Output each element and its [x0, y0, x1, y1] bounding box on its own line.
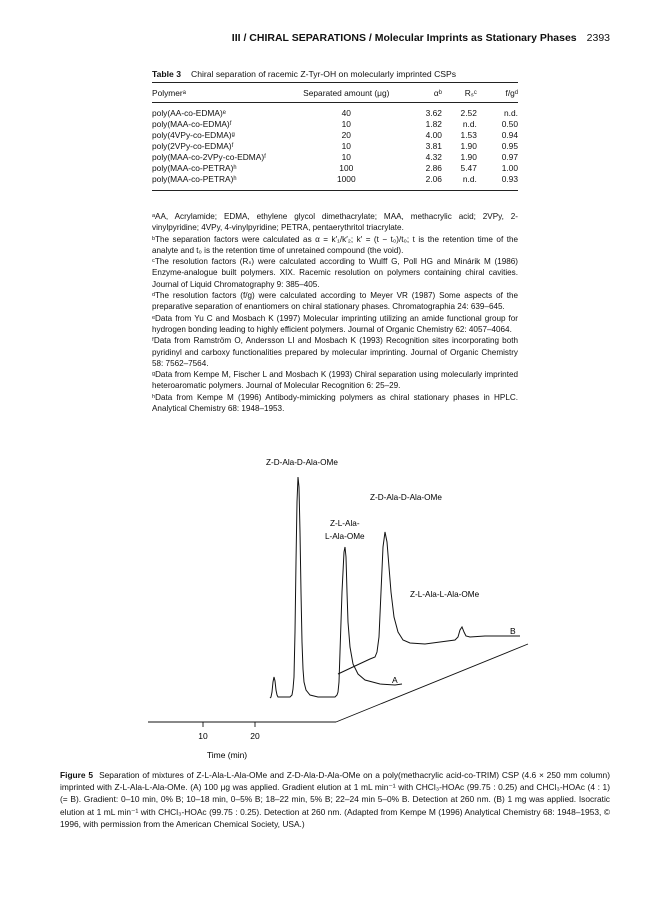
table-row	[152, 141, 518, 152]
table-cell: 1.53	[460, 130, 477, 140]
footnote: ʰData from Kempe M (1996) Antibody-mimicking polymers as chiral stationary phases in HPLC. Analytical Chemistry 68: 1948–1953.	[152, 392, 518, 414]
table-3	[152, 82, 518, 191]
table-title: Chiral separation of racemic Z-Tyr-OH on molecularly imprinted CSPs	[190, 69, 457, 79]
table-cell: poly(MAA-co-2VPy-co-EDMA)ᶠ	[152, 152, 267, 162]
table-cell: poly(MAA-co-PETRA)ʰ	[152, 174, 296, 191]
footnote: ᵃAA, Acrylamide; EDMA, ethylene glycol dimethacrylate; MAA, methacrylic acid; 2VPy, 2-vinylpyridine; 4VPy, 4-vinylpyridine; PETRA, pentaerythritol triacrylate.	[152, 212, 518, 233]
table-row	[152, 103, 518, 120]
table-header-cell: f/gᵈ	[477, 83, 518, 103]
running-head	[60, 32, 610, 44]
footnote: ᶠData from Ramström O, Andersson LI and Mosbach K (1993) Recognition sites incorporating both pyridinyl and carboxy functionalities prepared by molecular imprinting. Journal of Organic Chemistry 58: 7562–7564.	[152, 336, 518, 368]
table-cell: 40	[341, 108, 351, 118]
x-tick-label: 20	[250, 731, 260, 741]
table-caption	[152, 69, 456, 79]
table-cell: poly(MAA-co-PETRA)ʰ	[152, 163, 237, 173]
table-cell: 0.95	[501, 141, 518, 151]
table-cell: 3.81	[425, 141, 442, 151]
table-cell: 2.52	[460, 108, 477, 118]
table-row	[152, 152, 518, 163]
table-cell: 100	[339, 163, 354, 173]
table-row	[152, 174, 518, 191]
table-row	[152, 163, 518, 174]
table-cell: 4.00	[425, 130, 442, 140]
table-cell: 0.97	[501, 152, 518, 162]
table-header-cell: Separated amount (μg)	[296, 83, 397, 103]
page-number: 2393	[586, 32, 610, 44]
table-header-cell: αᵇ	[397, 83, 442, 103]
trace-a	[270, 477, 402, 698]
footnote: ᵍData from Kempe M, Fischer L and Mosbach K (1993) Chiral separation using molecularly imprinted heteroaromatic polymers. Journal of Molecular Recognition 6: 25–29.	[152, 370, 518, 391]
footnote: ᵇThe separation factors were calculated as α = k′₁/k′₂; k′ = (t − t₀)/t₀; t is the retention time of the analyte and t₀ is the retention time of unretained compound (the void).	[152, 234, 518, 255]
table-cell: 0.93	[477, 174, 518, 191]
table-cell: n.d.	[462, 119, 477, 129]
table-cell: 0.94	[501, 130, 518, 140]
peak-label: Z-L-Ala-L-Ala-OMe	[410, 590, 480, 599]
x-tick-label: 10	[198, 731, 208, 741]
table-cell: 1.82	[425, 119, 442, 129]
table-label: Table 3	[152, 69, 181, 79]
table-cell: 2.86	[425, 163, 442, 173]
table-cell: 4.32	[425, 152, 442, 162]
table-cell: 10	[341, 119, 351, 129]
peak-label: Z-L-Ala-	[330, 519, 360, 528]
table-cell: 1.90	[460, 141, 477, 151]
x-axis-label: Time (min)	[206, 750, 248, 760]
table-cell: 1.90	[460, 152, 477, 162]
chromatogram	[140, 452, 530, 764]
table-row	[152, 130, 518, 141]
table-row	[152, 119, 518, 130]
table-cell: 3.62	[425, 108, 442, 118]
table-header-cell: Polymerᵃ	[152, 83, 296, 103]
table-cell: n.d.	[442, 174, 477, 191]
running-head-section: III / CHIRAL SEPARATIONS / Molecular Imprints as Stationary Phases	[231, 32, 577, 44]
table-header-row	[152, 83, 518, 103]
trace-b	[338, 532, 520, 674]
table-cell: poly(AA-co-EDMA)ᵉ	[152, 108, 226, 118]
depth-axis	[336, 644, 528, 722]
figure-caption-text: Separation of mixtures of Z-L-Ala-L-Ala-OMe and Z-D-Ala-D-Ala-OMe on a poly(methacrylic acid-co-TRIM) CSP (4.6 × 250 mm column) imprinted with Z-L-Ala-L-Ala-OMe. (A) 100 μg was applied. Gradient elution at 1 mL min⁻¹ with CHCl₃-HOAc (99.75 : 0.25) and CHCl₃-HOAc (4 : 1) (= B). Gradient: 0–10 min, 0% B; 10–18 min, 0–5% B; 18–22 min, 5% B; 22–24 min 5–0% B. Detection at 260 nm. (B) 1 mg was applied. Isocratic elution at 1 mL min⁻¹ with CHCl₃-HOAc (99.75 : 0.25). Detection at 260 nm. (Adapted from Kempe M (1996) Analytical Chemistry 68: 1948–1953, © 1996, with permission from the American Chemical Society, USA.)	[60, 770, 610, 829]
figure-label: Figure 5	[60, 770, 94, 780]
table-cell: poly(2VPy-co-EDMA)ᶠ	[152, 141, 234, 151]
series-label-a: A	[392, 675, 398, 685]
table-cell: 20	[341, 130, 351, 140]
table-cell: 10	[341, 141, 351, 151]
figure-caption	[60, 769, 610, 830]
footnote: ᶜThe resolution factors (Rₛ) were calculated according to Wulff G, Poll HG and Minárik M (1986) Enzyme-analogue built polymers. XIX. Racemic resolution on polymers containing chiral cavities. Journal of Liquid Chromatography 9: 385–405.	[152, 257, 518, 289]
peak-label: Z-D-Ala-D-Ala-OMe	[370, 493, 442, 502]
peak-label: Z-D-Ala-D-Ala-OMe	[266, 458, 338, 467]
table-cell: 5.47	[460, 163, 477, 173]
figure-5	[140, 452, 530, 769]
table-cell: poly(4VPy-co-EDMA)ᵍ	[152, 130, 235, 140]
peak-label: L-Ala-OMe	[325, 532, 365, 541]
footnote: ᵈThe resolution factors (f/g) were calculated according to Meyer VR (1987) Some aspects of the preparative separation of enantiomers on chiral stationary phases. Chromatographia 24: 639–645.	[152, 291, 518, 312]
table-header-cell: Rₛᶜ	[442, 83, 477, 103]
table-cell: 1000	[296, 174, 397, 191]
table-cell: 2.06	[397, 174, 442, 191]
table-footnotes	[152, 211, 518, 414]
series-label-b: B	[510, 626, 516, 636]
table-cell: 1.00	[501, 163, 518, 173]
table-cell: poly(MAA-co-EDMA)ᶠ	[152, 119, 232, 129]
table-cell: 0.50	[501, 119, 518, 129]
table-cell: n.d.	[504, 108, 518, 118]
table-cell: 10	[341, 152, 351, 162]
footnote: ᵉData from Yu C and Mosbach K (1997) Molecular imprinting utilizing an amide functional group for hydrogen bonding leading to highly efficient polymers. Journal of Organic Chemistry 62: 4057–4064.	[152, 313, 518, 334]
